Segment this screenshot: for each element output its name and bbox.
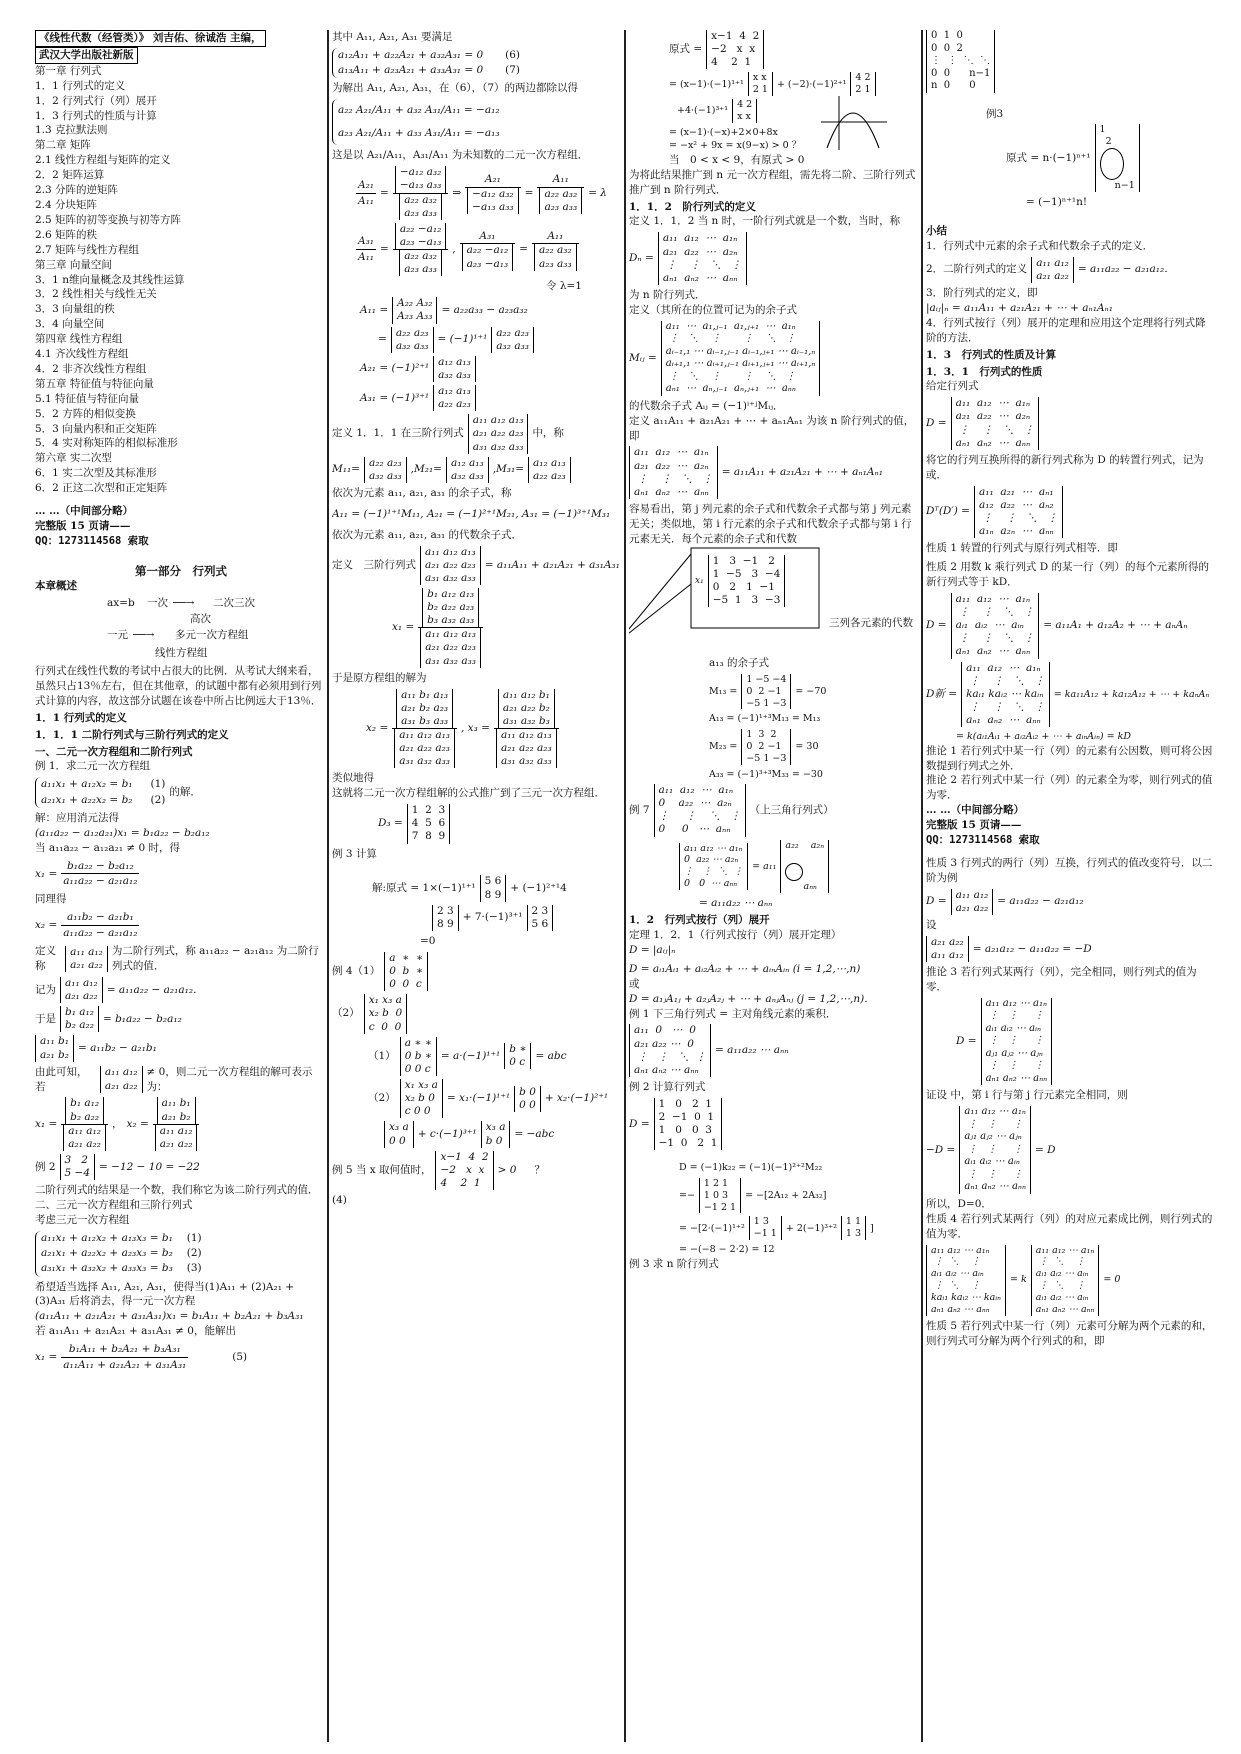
property-5: 性质 5 若行列式中某一行（列）元素可分解为两个元素的和，则行列式可分解为两个行列式的和，即 bbox=[926, 1319, 1213, 1347]
Dn-matrix: Dₙ = a₁₁ a₁₂ ⋯ a₁ₙ a₂₁ a₂₂ ⋯ a₂ₙ ⋮ ⋮ ⋱ ⋮ aₙ₁ aₙ₂ ⋯ aₙₙ bbox=[629, 232, 921, 285]
example-4-r1: （1） a ∗ ∗ 0 b ∗ 0 0 c = a·(−1)¹⁺¹ b ∗ 0 c = abc bbox=[368, 1036, 567, 1075]
example-2-calc: 例 2 计算行列式 bbox=[629, 1080, 706, 1093]
calc-step-2: =− 1 2 1 1 0 3 −1 2 1 = −[2A₁₂ + 2A₃₂] bbox=[679, 1177, 827, 1213]
example-3-n: 例 3 求 n 阶行列式 bbox=[629, 1257, 719, 1270]
property-1: 性质 1 转置的行列式与原行列式相等．即 bbox=[926, 542, 1118, 555]
ex5-expand-b: +4·(−1)³⁺¹ 4 2 x x bbox=[677, 99, 921, 123]
example-1-label: 例 1．求二元一次方程组 bbox=[35, 760, 151, 773]
corollary-2: 推论 2 若行列式中某一行（列）的元素全为零，则行列式的值为零． bbox=[926, 774, 1213, 802]
notation-row: 记为 a₁₁ a₁₂ a₂₁ a₂₂ = a₁₁a₂₂ − a₂₁a₁₂． bbox=[35, 976, 204, 1003]
full-version-note: 完整版 15 页请—— bbox=[35, 520, 131, 532]
toc-item: 2.5 矩阵的初等变换与初等方阵 bbox=[35, 213, 182, 226]
summary-4: 4．行列式按行（列）展开的定理和应用这个定理将行列式降阶的方法． bbox=[926, 316, 1206, 344]
cofactor-text: 依次为元素 a₁₁, a₂₁, a₃₁ 的代数余子式． bbox=[332, 528, 523, 541]
A33-eq: A₃₃ = (−1)³⁺³M₃₃ = −30 bbox=[709, 768, 823, 780]
solve-text: 为解出 A₁₁, A₂₁, A₃₁，在（6），（7）的两边都除以得 bbox=[332, 82, 579, 95]
ratio-a31: $\frac{\text{A₃₁}}{\text{A₁₁}}$ = a₂₂ −a₁₂ a₂₃ −a₁₃ a₂₂ a₃₂ a₂₃ a₃₃ , A₃₁ a₂₂ −a₁₂ a₂₃ −a₁₃ = A₁₁ a₂₂ a₃₂ a₂₃ a₃₃ bbox=[356, 223, 622, 277]
toc-item: 第四章 线性方程组 bbox=[35, 333, 123, 346]
chapter-intro: 行列式在线性代数的考试中占很大的比例．从考试大纲来看，虽然只占13％左右，但在其他章，的试题中都有必须用到行列式计算的内容，故这部分试题在该卷中所占比例远大于13％． bbox=[35, 665, 322, 707]
then-row-1: 于是 b₁ a₁₂ b₂ a₂₂ = b₁a₂₂ − b₂a₁₂ bbox=[35, 1006, 182, 1032]
D-general: D = a₁₁ a₁₂ ⋯ a₁ₙ a₂₁ a₂₂ ⋯ a₂ₙ ⋮ ⋮ ⋱ ⋮ aₙ₁ aₙ₂ ⋯ aₙₙ bbox=[926, 397, 1216, 450]
table-of-contents bbox=[35, 64, 327, 496]
x1-formula: x₁ = $\frac{\text{b₁a₂₂ − b₂a₁₂}}{\text{a₁₁a₂₂ − a₂₁a₁₂}}$ bbox=[35, 859, 138, 888]
def-third-order: 定义 三阶行列式 a₁₁ a₁₂ a₁₃ a₂₁ a₂₂ a₂₃ a₃₁ a₃₂ a₃₃ = a₁₁A₁₁ + a₂₁A₂₁ + a₃₁A₃₁ bbox=[332, 545, 620, 584]
cofactor-formula: A₁₁ = (−1)¹⁺¹M₁₁, A₂₁ = (−1)²⁺¹M₂₁, A₃₁ = (−1)³⁺¹M₃₁ bbox=[332, 507, 611, 520]
toc-item: 2.7 矩阵与线性方程组 bbox=[35, 243, 140, 256]
toc-item: 第六章 实二次型 bbox=[35, 452, 112, 465]
omit-note: … …（中间部分略） bbox=[35, 505, 134, 518]
x1-cramer-det: x₁ = b₁ a₁₂ a₁₃ b₂ a₂₂ a₂₃ b₃ a₃₂ a₃₃ a₁₁ a₁₂ a₁₃ a₂₁ a₂₂ a₂₃ a₃₁ a₃₂ a₃₃ bbox=[392, 588, 622, 668]
one-var-eq: (a₁₁A₁₁ + a₂₁A₂₁ + a₃₁A₃₁)x₁ = b₁A₁₁ + b₂A₂₁ + b₃A₃₁ bbox=[35, 1310, 304, 1323]
section-1-3: 1．3 行列式的性质及计算 bbox=[926, 348, 1057, 361]
example-4-r2: （2） x₁ x₃ a x₂ b 0 c 0 0 = x₁·(−1)¹⁺¹ b 0 0 0 + x₂·(−1)²⁺¹ bbox=[368, 1079, 609, 1118]
lower-tri-example: 例 1 下三角行列式 = 主对角线元素的乘积． bbox=[629, 1007, 837, 1020]
example-3-original: 原式 = n·(−1)ⁿ⁺¹ 1 2 n−1 bbox=[1006, 124, 1216, 192]
D-transpose: Dᵀ(D′) = a₁₁ a₂₁ ⋯ aₙ₁ a₁₂ a₂₂ ⋯ aₙ₂ ⋮ ⋮ ⋱ ⋮ a₁ₙ a₂ₙ ⋯ aₙₙ bbox=[926, 486, 1216, 539]
book-title: 《线性代数（经管类）》 刘吉佑、徐诚浩 主编， bbox=[35, 30, 327, 47]
column-1 bbox=[35, 30, 327, 1740]
set-text: 设 bbox=[926, 919, 937, 932]
D-aij: D = |aᵢⱼ|ₙ bbox=[629, 943, 676, 956]
toc-item: 5.1 特征值与特征向量 bbox=[35, 392, 140, 405]
minors-row: M₁₁= a₂₂ a₂₃ a₃₂ a₃₃ ,M₂₁= a₁₂ a₁₃ a₃₂ a₃₃ ,M₃₁= a₁₂ a₁₃ a₂₂ a₂₃ bbox=[332, 457, 622, 483]
summary-3: 3．阶行列式的定义，即 bbox=[926, 287, 1038, 299]
M13-eq: M₁₃ = 1 −5 −4 0 2 −1 −5 1 −3 = −70 bbox=[709, 673, 827, 709]
row-expansion: D = aᵢ₁Aᵢ₁ + aᵢ₂Aᵢ₂ + ⋯ + aᵢₙAᵢₙ (i = 1,2,⋯,n) bbox=[629, 962, 861, 975]
toc-item: 5．4 实对称矩阵的相似标准形 bbox=[35, 437, 178, 450]
section-1-3-1: 1．3．1 行列式的性质 bbox=[926, 365, 1043, 378]
def-value: 定义 a₁₁A₁₁ + a₂₁A₂₁ + ⋯ + aₙ₁Aₙ₁ 为该 n 阶行列式的值，即 bbox=[629, 414, 915, 442]
then-row-2: a₁₁ b₁ a₂₁ b₂ = a₁₁b₂ − a₂₁b₁ bbox=[35, 1035, 327, 1061]
example-3-solution: 解:原式 = 1×(−1)¹⁺¹ 5 6 8 9 + (−1)²⁺¹4 bbox=[372, 875, 567, 901]
so-D-zero: 所以，D=0． bbox=[926, 1197, 992, 1210]
A11-eq: A₁₁ = A₂₂ A₃₂ A₂₃ A₃₃ = a₂₂a₃₃ − a₂₃a₃₂ bbox=[360, 297, 528, 323]
example-3-result: =0 bbox=[420, 934, 436, 947]
solution-label: 解：应用消元法得 bbox=[35, 811, 119, 824]
toc-item: 2.1 线性方程组与矩阵的定义 bbox=[35, 154, 171, 167]
lower-tri-det: a₁₁ 0 ⋯ 0 a₂₁ a₂₂ ⋯ 0 ⋮ ⋮ ⋱ ⋮ aₙ₁ aₙ₂ ⋯ aₙₙ = a₁₁a₂₂ ⋯ aₙₙ bbox=[629, 1024, 921, 1077]
example-3-label: 例 3 计算 bbox=[332, 847, 377, 860]
property-4-eq: a₁₁ a₁₂ ⋯ a₁ₙ ⋮ ⋱ ⋮ aᵢ₁ aᵢ₂ ⋯ aᵢₙ ⋮ ⋱ ⋮ kaᵢ₁ kaᵢ₂ ⋯ kaᵢₙ aₙ₁ aₙ₂ ⋯ aₙₙ = k a₁₁ a₁₂ ⋯ a₁ₙ ⋮ ⋱ ⋮ aᵢ₁ aᵢ₂ ⋯ aᵢₙ ⋮ ⋱ ⋮ aᵢ₁ aᵢ₂ ⋯ aᵢₙ aₙ₁ aₙ₂ ⋯ aₙₙ = 0 bbox=[926, 1245, 1216, 1316]
full-version-note-2: 完整版 15 页请—— bbox=[926, 819, 1022, 832]
toc-item: 第二章 矩阵 bbox=[35, 139, 91, 152]
A13-eq: A₁₃ = (−1)¹⁺³M₁₃ = M₁₃ bbox=[709, 713, 821, 725]
push-text: 为将此结果推广到 n 元一次方程组，需先将二阶、三阶行列式推广到 n 阶行列式． bbox=[629, 168, 916, 196]
second-order-def: 定义称 a₁₁ a₁₂ a₂₁ a₂₂ 为二阶行列式，称 a₁₁a₂₂ − a₂₁a₁₂ 为二阶行列式的值． bbox=[35, 945, 319, 972]
subsection-a: 一、二元一次方程组和二阶行列式 bbox=[35, 745, 193, 758]
example-5: 例 5 当 x 取何值时， x−1 4 2 −2 x x 4 2 1 > 0 ？ bbox=[332, 1150, 545, 1189]
second-order-result: 二阶行列式的结果是一个数，我们称它为该二阶行列式的值． bbox=[35, 1184, 319, 1197]
proof-text: 证设 中，第 i 行与第 j 行元素完全相同，则 bbox=[926, 1089, 1128, 1102]
example-2-det: D = 1 0 2 1 2 −1 0 1 1 0 0 3 −1 0 2 1 bbox=[629, 1098, 921, 1151]
section-1-1-1: 1．1．1 二阶行列式与三阶行列式的定义 bbox=[35, 728, 229, 741]
ex5-steps: = (x−1)·(−x)+2×0+8x = −x² + 9x = x(9−x) > 0 ？ 当 0 < x < 9，有原式 > 0 bbox=[629, 126, 921, 168]
condition-text: 当 a₁₁a₂₂ − a₁₂a₂₁ ≠ 0 时，得 bbox=[35, 841, 181, 854]
toc-item: 6．2 正这二次型和正定矩阵 bbox=[35, 482, 168, 495]
toc-item: 4.1 齐次线性方程组 bbox=[35, 348, 129, 361]
toc-item: 1．3 行列式的性质与计算 bbox=[35, 109, 157, 122]
elimination-eq: (a₁₁a₂₂ − a₁₂a₂₁)x₁ = b₁a₂₂ − b₂a₁₂ bbox=[35, 826, 210, 839]
lambda-note: 令 λ=1 bbox=[546, 280, 582, 293]
property-2-result: = k(aᵢ₁Aᵢ₁ + aᵢ₂Aᵢ₂ + ⋯ + aᵢₙAᵢₙ) = kD bbox=[956, 731, 1131, 743]
toc-item: 3．4 向量空间 bbox=[35, 318, 105, 331]
property-3-D: D = a₁₁ a₁₂ a₂₁ a₂₂ = a₁₁a₂₂ − a₂₁a₁₂ bbox=[926, 888, 1084, 914]
property-2-Dnew: D新 = a₁₁ a₁₂ ⋯ a₁ₙ ⋮ ⋮ ⋱ ⋮ kaᵢ₁ kaᵢ₂ ⋯ kaᵢₙ ⋮ ⋮ ⋱ ⋮ aₙ₁ aₙ₂ ⋯ aₙₙ = ka₁₁A₁₂ + ka₁₂A₁₂ + ⋯ + kaₙAₙ bbox=[926, 661, 1210, 726]
example-3-result: 例3 bbox=[986, 107, 1004, 120]
section-1-2: 1．2 行列式按行（列）展开 bbox=[629, 914, 770, 927]
toc-item: 3．2 线性相关与线性无关 bbox=[35, 288, 157, 301]
corollary-3-D: D = a₁₁ a₁₂ ⋯ a₁ₙ ⋮ ⋮ ⋮ aᵢ₁ aᵢ₂ ⋯ aᵢₙ ⋮ ⋮ ⋮ aⱼ₁ aⱼ₂ ⋯ aⱼₙ ⋮ ⋮ ⋮ aₙ₁ aₙ₂ ⋯ aₙₙ bbox=[956, 998, 1216, 1086]
n-order-det: 0 1 0 0 0 2 ⋮ ⋮ ⋱ ⋱ 0 0 n−1 n 0 0 bbox=[926, 30, 1216, 93]
divided-system: a₂₂ A₂₁/A₁₁ + a₃₂ A₃₁/A₁₁ = −a₁₂ a₂₃ A₂₁/A₁₁ + a₃₃ A₃₁/A₁₁ = −a₁₃ bbox=[332, 99, 622, 145]
toc-item: 4．2 非齐次线性方程组 bbox=[35, 362, 147, 375]
eq-number-4: (4) bbox=[332, 1194, 347, 1206]
property-4: 性质 4 若行列式某两行（列）的对应元素成比例，则行列式的值为零． bbox=[926, 1212, 1213, 1240]
column-2 bbox=[332, 30, 622, 1740]
summary-2: 2．二阶行列式的定义 a₁₁ a₁₂ a₂₁ a₂₂ = a₁₁a₂₂ − a₂₁a₁₂． bbox=[926, 256, 1175, 282]
column-rule-3 bbox=[921, 30, 923, 1742]
example-4b: （2） x₁ x₃ a x₂ b 0 c 0 0 bbox=[332, 994, 622, 1033]
a13-minor-label: a₁₃ 的余子式 bbox=[709, 656, 770, 669]
M23-eq: M₂₃ = 1 3 2 0 2 −1 −5 1 −3 = 30 bbox=[709, 728, 819, 764]
section-1-1: 1．1 行列式的定义 bbox=[35, 711, 127, 724]
example-7: 例 7 a₁₁ a₁₂ ⋯ a₁ₙ 0 a₂₂ ⋯ a₂ₙ ⋮ ⋮ ⋱ ⋮ 0 0 ⋯ aₙₙ （上三角行列式） bbox=[629, 784, 834, 836]
A21-cofactor: A₂₁ = (−1)²⁺¹ a₁₂ a₁₃ a₃₂ a₃₃ bbox=[360, 356, 622, 382]
where-text: 其中 A₁₁, A₂₁, A₃₁ 要满足 bbox=[332, 31, 453, 43]
section-1-1-2: 1．1．2 阶行列式的定义 bbox=[629, 200, 756, 213]
minors-text: 依次为元素 a₁₁, a₂₁, a₃₁ 的余子式，称 bbox=[332, 486, 512, 499]
x2-formula: x₂ = $\frac{\text{a₁₁b₂ − a₂₁b₁}}{\text{a₁₁a₂₂ − a₂₁a₁₂}}$ bbox=[35, 911, 138, 940]
column-4 bbox=[926, 30, 1216, 1740]
given-text: 给定行列式 bbox=[926, 380, 979, 393]
or-text: 或 bbox=[629, 977, 640, 990]
summary-1: 1．行列式中元素的余子式和代数余子式的定义． bbox=[926, 239, 1154, 252]
summary-title: 小结 bbox=[926, 224, 947, 237]
expansion-eq: a₁₁ a₁₂ ⋯ a₁ₙ a₂₁ a₂₂ ⋯ a₂ₙ ⋮ ⋮ ⋱ ⋮ aₙ₁ aₙ₂ ⋯ aₙₙ = a₁₁A₁₁ + a₂₁A₂₁ + ⋯ + aₙ₁Aₙ₁ bbox=[629, 446, 921, 499]
equation-system-3: a₁₁x₁ + a₁₂x₂ + a₁₃x₃ = b₁ a₂₁x₁ + a₂₂x₂ + a₂₃x₃ = b₂ a₃₁x₁ + a₃₂x₂ + a₃₃x₃ = b₃ (1) (2) (3) bbox=[35, 1231, 327, 1277]
omit-note-2: … …（中间部分略） bbox=[926, 804, 1025, 817]
def-1-1-2: 定义 1．1．2 当 n 时，一阶行列式就是一个数，当时，称 bbox=[629, 215, 901, 228]
toc-item: 6．1 实二次型及其标准形 bbox=[35, 467, 157, 480]
calc-step-3: = −[2·(−1)¹⁺² 1 3 −1 1 + 2(−1)³⁺² 1 1 1 3 ] bbox=[679, 1216, 874, 1240]
property-3-swap: a₂₁ a₂₂ a₁₁ a₁₂ = a₂₁a₁₂ − a₁₁a₂₂ = −D bbox=[926, 936, 1216, 962]
x2-x3-cramer: x₂ = a₁₁ b₁ a₁₃ a₂₁ b₂ a₂₃ a₃₁ b₃ a₃₃ a₁₁ a₁₂ a₁₃ a₂₁ a₂₂ a₂₃ a₃₁ a₃₂ a₃₃ , x₃ = a₁₁ a₁₂ b₁ a₂₁ a₂₂ b₂ a₃₁ a₃₂ b₃ a₁₁ a₁₂ a₁₃ a₂₁ a₂₂ a₂₃ a₃₁ a₃₂ a₃₃ bbox=[366, 689, 622, 769]
toc-item: 第三章 向量空间 bbox=[35, 258, 112, 271]
example-4-r2b: x₃ a 0 0 + c·(−1)³⁺¹ x₃ a b 0 = −abc bbox=[384, 1121, 622, 1147]
toc-item: 2．2 矩阵运算 bbox=[35, 169, 105, 182]
part-title: 第一部分 行列式 bbox=[135, 563, 227, 578]
def-minor-text: 定义（其所在的位置可记为的余子式 bbox=[629, 303, 797, 316]
summary-3-eq: |aᵢⱼ|ₙ = a₁₁A₁₁ + a₂₁A₂₁ + ⋯ + aₙ₁Aₙ₁ bbox=[926, 301, 1114, 314]
corollary-1: 推论 1 若行列式中某一行（列）的元素有公因数，则可将公因数提到行列式之外． bbox=[926, 744, 1213, 772]
toc-item: 第一章 行列式 bbox=[35, 64, 102, 77]
similar-text: 类似地得 bbox=[332, 772, 374, 785]
is-n-order: 为 n 阶行列式． bbox=[629, 288, 706, 301]
qq-contact-2: QQ：1273114568 索取 bbox=[926, 834, 1040, 847]
if-text: 若 a₁₁A₁₁ + a₂₁A₂₁ + a₃₁A₃₁ ≠ 0，能解出 bbox=[35, 1325, 236, 1338]
conditions-6-7: a₁₂A₁₁ + a₂₂A₂₁ + a₃₂A₃₁ = 0 a₁₃A₁₁ + a₂₃A₂₁ + a₃₃A₃₁ = 0 (6) (7) bbox=[332, 48, 622, 78]
x1-cramer-3: x₁ = $\frac{\text{b₁A₁₁ + b₂A₂₁ + b₃A₃₁}}{\text{a₁₁A₁₁ + a₂₁A₂₁ + a₃₁A₃₁}}$ (5) bbox=[35, 1343, 248, 1372]
so-text: 于是原方程组的解为 bbox=[332, 671, 427, 684]
this-is-text: 这是以 A₂₁/A₁₁，A₃₁/A₁₁ 为未知数的二元一次方程组． bbox=[332, 149, 589, 162]
toc-item: 2.3 分阵的逆矩阵 bbox=[35, 184, 119, 197]
upper-product: = a₁₁a₂₂ ⋯ aₙₙ bbox=[699, 897, 773, 910]
calc-step-1: D = (−1)k₂₂ = (−1)(−1)²⁺²M₂₂ bbox=[679, 1162, 823, 1174]
col-expansion: D = a₁ⱼA₁ⱼ + a₂ⱼA₂ⱼ + ⋯ + aₙⱼAₙⱼ (j = 1,2,⋯,n)． bbox=[629, 992, 875, 1005]
ex5-expand: = (x−1)·(−1)¹⁺¹ x x 2 1 + (−2)·(−1)²⁺¹ 4 2 2 1 bbox=[669, 72, 921, 96]
example-3-solution-b: 2 3 8 9 + 7·(−1)³⁺¹ 2 3 5 6 bbox=[432, 905, 622, 931]
qq-contact: QQ：1273114568 索取 bbox=[35, 534, 149, 547]
property-2-D: D = a₁₁ a₁₂ ⋯ a₁ₙ ⋮ ⋮ ⋱ ⋮ aᵢ₁ aᵢ₂ ⋯ aᵢₙ ⋮ ⋮ ⋱ ⋮ aₙ₁ aₙ₂ ⋯ aₙₙ = a₁₁A₁ + a₁₂A₂ + ⋯ + aₙAₙ bbox=[926, 592, 1188, 658]
toc-item: 1．2 行列式行（列）展开 bbox=[35, 94, 157, 107]
Mij-matrix: Mᵢⱼ = a₁₁ ⋯ a₁,ⱼ₋₁ a₁,ⱼ₊₁ ⋯ a₁ₙ ⋮ ⋱ ⋮ ⋮ ⋱ ⋮ aᵢ₋₁,₁ ⋯ aᵢ₋₁,ⱼ₋₁ aᵢ₋₁,ⱼ₊₁ ⋯ aᵢ₋₁,ₙ aᵢ₊₁,₁ ⋯ aᵢ₊₁,ⱼ₋₁ aᵢ₊₁,ⱼ₊₁ ⋯ aᵢ₊₁,ₙ ⋮ ⋱ ⋮ ⋮ ⋱ ⋮ aₙ₁ ⋯ aₙ,ⱼ₋₁ aₙ,ⱼ₊₁ ⋯ aₙₙ bbox=[629, 321, 921, 396]
A11-cofactor: = a₂₂ a₂₃ a₃₂ a₃₃ = (−1)¹⁺¹ a₂₂ a₂₃ a₃₂ a₃₃ bbox=[378, 327, 622, 353]
cramer-2-condition: 由此可知，若 a₁₁ a₁₂ a₂₁ a₂₂ ≠ 0，则二元一次方程组的解可表示为： bbox=[35, 1065, 313, 1093]
corollary-3: 推论 3 若行列式某两行（列），完全相同，则行列式的值为零． bbox=[926, 966, 1197, 994]
ratio-a21: $\frac{\text{A₂₁}}{\text{A₁₁}}$ = −a₁₂ a₃₂ −a₁₃ a₃₃ a₂₂ a₃₂ a₂₃ a₃₃ ⇒ A₂₁ −a₁₂ a₃₂ −a₁₃ a₃₃ = A₁₁ a₂₂ a₃₂ a₂₃ a₃₃ = λ bbox=[358, 166, 607, 219]
toc-item: 3．3 向量组的秩 bbox=[35, 303, 115, 316]
toc-item: 1．1 行列式的定义 bbox=[35, 79, 126, 92]
parabola-sketch bbox=[819, 92, 889, 152]
calc-step-4: = −(−8 − 2·2) = 12 bbox=[679, 1244, 775, 1256]
column-3 bbox=[629, 30, 921, 1740]
A31-cofactor: A₃₁ = (−1)³⁺¹ a₁₂ a₁₃ a₂₂ a₂₃ bbox=[360, 385, 622, 411]
subsection-b: 二、三元一次方程组和三阶行列式 bbox=[35, 1199, 193, 1212]
cramer-2-solution: x₁ = b₁ a₁₂ b₂ a₂₂ a₁₁ a₁₂ a₂₁ a₂₂ ， x₂ = a₁₁ b₁ a₂₁ b₂ a₁₁ a₁₂ a₂₁ a₂₂ bbox=[35, 1097, 327, 1151]
consider-text: 考虑三元一次方程组 bbox=[35, 1214, 130, 1227]
toc-item: 5．3 向量内积和正交矩阵 bbox=[35, 422, 157, 435]
hope-text: 希望适当选择 A₁₁, A₂₁, A₃₁，使得当(1)A₁₁ + (2)A₂₁ + (3)A₃₁ 后将消去，得一元一次方程 bbox=[35, 1280, 295, 1308]
toc-item: 第五章 特征值与特征向量 bbox=[35, 377, 154, 390]
toc-item: 5．2 方阵的相似变换 bbox=[35, 407, 136, 420]
toc-item: 2.6 矩阵的秩 bbox=[35, 228, 98, 241]
easy-text: 容易看出，第 j 列元素的余子式和代数余子式都与第 j 列元素无关；类似地，第 i 行元素的余子式和代数余子式都与第 i 行元素无关．每个元素的余子式和代数 bbox=[629, 502, 912, 545]
generalize-text: 这就将二元一次方程组解的公式推广到了三元一次方程组． bbox=[332, 787, 605, 800]
def-1-1-1: 定义 1．1．1 在三阶行列式 a₁₁ a₁₂ a₁₃ a₂₁ a₂₂ a₂₃ a₃₁ a₃₂ a₃₃ 中，称 bbox=[332, 414, 564, 453]
example-2: 例 2 3 2 5 −4 = −12 − 10 = −22 bbox=[35, 1153, 200, 1180]
example-4: 例 4（1） a ∗ ∗ 0 b ∗ 0 0 c bbox=[332, 952, 622, 991]
same-text: 同理得 bbox=[35, 893, 67, 906]
toc-item: 2.4 分块矩阵 bbox=[35, 198, 98, 211]
book-publisher: 武汉大学出版社新版 bbox=[35, 47, 327, 64]
property-2: 性质 2 用数 k 乘行列式 D 的某一行（列）的每个元素所得的新行列式等于 kD． bbox=[926, 561, 1209, 588]
column-rule-2 bbox=[624, 30, 626, 1742]
cofactor-def: 的代数余子式 Aᵢⱼ = (−1)ⁱ⁺ʲMᵢⱼ． bbox=[629, 399, 784, 412]
D3-matrix: D₃ = 1 2 3 4 5 6 7 8 9 bbox=[378, 804, 622, 843]
example-3-final: = (−1)ⁿ⁺¹n! bbox=[1026, 196, 1088, 209]
theorem-1-2-1: 定理 1．2．1（行列式按行（列）展开定理） bbox=[629, 928, 842, 941]
concept-flow: ax=b 一次 ──→ 二次三次 高次 一元 ──→ 多元一次方程组 线性方程组 bbox=[107, 597, 255, 660]
toc-item: 1.3 克拉默法则 bbox=[35, 124, 108, 137]
transpose-text: 将它的行列互换所得的新行列式称为 D 的转置行列式，记为或． bbox=[926, 453, 1204, 481]
ex5-original: 原式 = x−1 4 2 −2 x x 4 2 1 bbox=[669, 30, 921, 69]
property-3: 性质 3 行列式的两行（列）互换，行列式的值改变符号．以二阶为例 bbox=[926, 856, 1213, 884]
toc-item: 3．1 n维向量概念及其线性运算 bbox=[35, 273, 185, 286]
proof-swap: −D = a₁₁ a₁₂ ⋯ a₁ₙ ⋮ ⋮ ⋮ aⱼ₁ aⱼ₂ ⋯ aⱼₙ ⋮ ⋮ ⋮ aᵢ₁ aᵢ₂ ⋯ aᵢₙ ⋮ ⋮ ⋮ aₙ₁ aₙ₂ ⋯ aₙₙ = D bbox=[926, 1106, 1056, 1193]
column-rule-1 bbox=[327, 30, 329, 1742]
callout-example: x₁ 1 3 −1 2 1 −5 3 −4 0 2 1 −1 −5 1 3 −3 三列各元素的代数 bbox=[629, 546, 921, 656]
equation-system-2: a₁₁x₁ + a₁₂x₂ = b₁ a₂₁x₁ + a₂₂x₂ = b₂ (1) (2) 的解． bbox=[35, 777, 327, 807]
upper-expand: a₁₁ a₁₂ ⋯ a₁ₙ 0 a₂₂ ⋯ a₂ₙ ⋮ ⋮ ⋱ ⋮ 0 0 ⋯ aₙₙ = a₁₁ a₂₂ a₂ₙ aₙₙ bbox=[679, 840, 921, 894]
overview-label: 本章概述 bbox=[35, 580, 77, 593]
